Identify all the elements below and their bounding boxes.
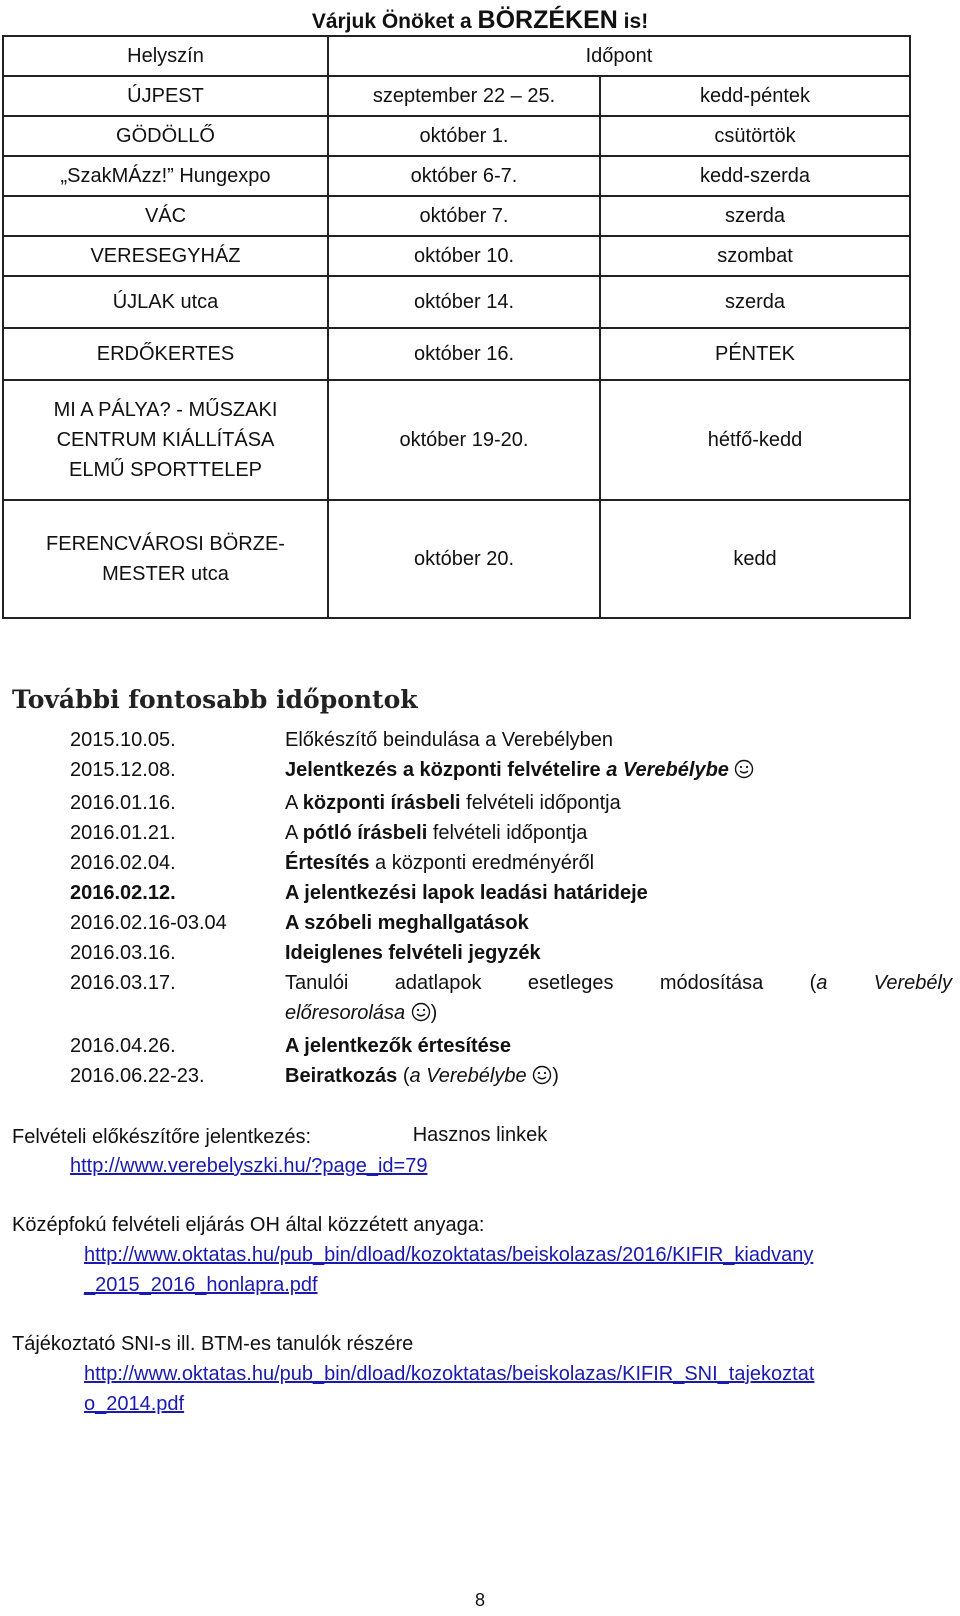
fair-place-line: ÚJPEST: [127, 85, 204, 107]
fair-date: október 10.: [328, 236, 600, 276]
schedule-text: Jelentkezés a központi felvételire: [285, 759, 607, 781]
schedule-date: 2016.04.26.: [70, 1035, 176, 1057]
oh-label: Középfokú felvételi eljárás OH által közzétett anyaga:: [12, 1214, 485, 1236]
fair-place: [3, 116, 328, 156]
schedule-description: [285, 755, 952, 788]
schedule-text: ): [430, 1002, 438, 1024]
schedule-text: a Verebélybe: [606, 759, 729, 781]
table-row: [3, 76, 910, 116]
fair-place: [3, 380, 328, 500]
schedule-date: [70, 998, 285, 1031]
schedule-description: [285, 725, 952, 755]
fair-place-line: ÚJLAK utca: [112, 291, 219, 313]
sni-label: Tájékoztató SNI-s ill. BTM-es tanulók részére: [12, 1333, 414, 1355]
schedule-description: [285, 848, 952, 878]
schedule-text: A: [285, 792, 303, 814]
schedule-text: A szóbeli meghallgatások: [285, 912, 529, 934]
schedule-date: 2016.02.04.: [70, 852, 176, 874]
job-fair-table: [2, 35, 911, 619]
schedule-text: a központi eredményéről: [369, 852, 595, 874]
fair-date: október 20.: [328, 500, 600, 618]
fair-place: [3, 76, 328, 116]
prep-link[interactable]: http://www.verebelyszki.hu/?page_id=79: [70, 1155, 428, 1177]
schedule-item: [70, 878, 952, 908]
schedule-item: [70, 998, 952, 1031]
fair-weekday: szerda: [600, 196, 910, 236]
schedule-text: felvételi időpontja: [427, 822, 588, 844]
schedule-date: 2016.03.16.: [70, 942, 176, 964]
fair-place-line: FERENCVÁROSI BÖRZE-: [46, 533, 285, 555]
table-row: [3, 500, 910, 618]
schedule-date: 2015.12.08.: [70, 759, 176, 781]
fair-place: [3, 328, 328, 380]
schedule-item: [70, 1061, 952, 1094]
fair-weekday: kedd-péntek: [600, 76, 910, 116]
schedule-item: [70, 938, 952, 968]
schedule-date: 2016.01.21.: [70, 822, 176, 844]
table-row: [3, 236, 910, 276]
table-row: [3, 116, 910, 156]
fair-weekday: kedd-szerda: [600, 156, 910, 196]
fair-place-line: VERESEGYHÁZ: [90, 245, 241, 267]
schedule-text: ): [552, 1065, 559, 1087]
schedule-text: előresorolása: [285, 1002, 406, 1024]
table-row: [3, 196, 910, 236]
fair-date: október 14.: [328, 276, 600, 328]
schedule-text: felvételi időpontja: [460, 792, 621, 814]
schedule-description: [285, 878, 952, 908]
schedule-text: (: [397, 1065, 410, 1087]
schedule-item: [70, 908, 952, 938]
fair-place: [3, 156, 328, 196]
schedule-date: 2016.02.16-03.04: [70, 912, 227, 934]
schedule-text: Értesítés: [285, 852, 370, 874]
schedule-date: 2016.03.17.: [70, 972, 176, 994]
fair-place-line: „SzakMÁzz!” Hungexpo: [60, 165, 271, 187]
fair-date: október 1.: [328, 116, 600, 156]
fair-place-line: MI A PÁLYA? - MŰSZAKI: [53, 399, 278, 421]
schedule-text: A: [285, 822, 303, 844]
fair-place-line: CENTRUM KIÁLLÍTÁSA: [56, 429, 275, 451]
schedule-item: [70, 755, 952, 788]
page-number: 8: [474, 1590, 485, 1610]
schedule-text: Ideiglenes felvételi jegyzék: [285, 942, 541, 964]
table-row: [3, 276, 910, 328]
schedule-text: pótló írásbeli: [302, 822, 428, 844]
fair-weekday: szombat: [600, 236, 910, 276]
schedule-text: Tanulói adatlapok esetleges módosítása (: [285, 972, 817, 994]
fair-weekday: PÉNTEK: [600, 328, 910, 380]
schedule-item: [70, 788, 952, 818]
schedule-description: [285, 788, 952, 818]
table-row: [3, 156, 910, 196]
fair-date: október 16.: [328, 328, 600, 380]
table-row: [3, 380, 910, 500]
fair-weekday: hétfő-kedd: [600, 380, 910, 500]
fair-place-line: GÖDÖLLŐ: [116, 125, 215, 147]
fair-weekday: szerda: [600, 276, 910, 328]
fair-weekday: csütörtök: [600, 116, 910, 156]
section-title: További fontosabb időpontok: [12, 685, 418, 714]
schedule-date: 2016.01.16.: [70, 792, 176, 814]
sni-link-line-1[interactable]: http://www.oktatas.hu/pub_bin/dload/kozoktatas/beiskolazas/KIFIR_SNI_tajekoztat: [84, 1363, 815, 1385]
schedule-item: [70, 968, 952, 998]
smiley-icon: [532, 1064, 552, 1094]
schedule-text: Beiratkozás: [285, 1065, 398, 1087]
schedule-description: [285, 818, 952, 848]
table-header-row: [3, 36, 910, 76]
smiley-icon: [734, 758, 754, 788]
smiley-icon: [411, 1001, 431, 1031]
schedule-text: Előkészítő beindulása a Verebélyben: [285, 729, 614, 751]
schedule-text: a Verebélybe: [409, 1065, 527, 1087]
fair-date: október 19-20.: [328, 380, 600, 500]
fair-date: szeptember 22 – 25.: [328, 76, 600, 116]
fair-place: [3, 500, 328, 618]
schedule-description: [285, 938, 952, 968]
fair-place: [3, 196, 328, 236]
schedule-date: 2016.02.12.: [70, 882, 176, 904]
fair-place-line: MESTER utca: [102, 563, 229, 585]
schedule-description: [285, 968, 952, 998]
fair-weekday: kedd: [600, 500, 910, 618]
schedule-item: [70, 848, 952, 878]
page-title: Várjuk Önöket a BÖRZÉKEN is!: [311, 6, 649, 34]
schedule-text: központi írásbeli: [302, 792, 461, 814]
schedule-item: [70, 1031, 952, 1061]
prep-label: Felvételi előkészítőre jelentkezés:: [12, 1126, 312, 1148]
schedule-text: A jelentkezők értesítése: [285, 1035, 512, 1057]
sni-link-line-2[interactable]: o_2014.pdf: [84, 1393, 185, 1415]
schedule-list: [70, 725, 952, 1094]
schedule-description: [285, 908, 952, 938]
links-title: Hasznos linkek: [412, 1124, 548, 1146]
header-time: Időpont: [328, 36, 910, 76]
schedule-text: a Verebély: [816, 972, 952, 994]
fair-date: október 6-7.: [328, 156, 600, 196]
fair-place: [3, 236, 328, 276]
schedule-description: [285, 998, 952, 1031]
oh-link-line-1[interactable]: http://www.oktatas.hu/pub_bin/dload/kozoktatas/beiskolazas/2016/KIFIR_kiadvany: [84, 1244, 814, 1266]
oh-link-line-2[interactable]: _2015_2016_honlapra.pdf: [84, 1274, 318, 1296]
header-place: Helyszín: [3, 36, 328, 76]
schedule-item: [70, 725, 952, 755]
schedule-description: [285, 1061, 952, 1094]
fair-place-line: ERDŐKERTES: [96, 343, 235, 365]
schedule-description: [285, 1031, 952, 1061]
fair-place: [3, 276, 328, 328]
schedule-item: [70, 818, 952, 848]
table-row: [3, 328, 910, 380]
fair-place-line: ELMŰ SPORTTELEP: [68, 459, 263, 481]
fair-date: október 7.: [328, 196, 600, 236]
schedule-date: 2016.06.22-23.: [70, 1065, 205, 1087]
fair-place-line: VÁC: [144, 205, 187, 227]
schedule-text: A jelentkezési lapok leadási határideje: [285, 882, 648, 904]
schedule-date: 2015.10.05.: [70, 729, 176, 751]
